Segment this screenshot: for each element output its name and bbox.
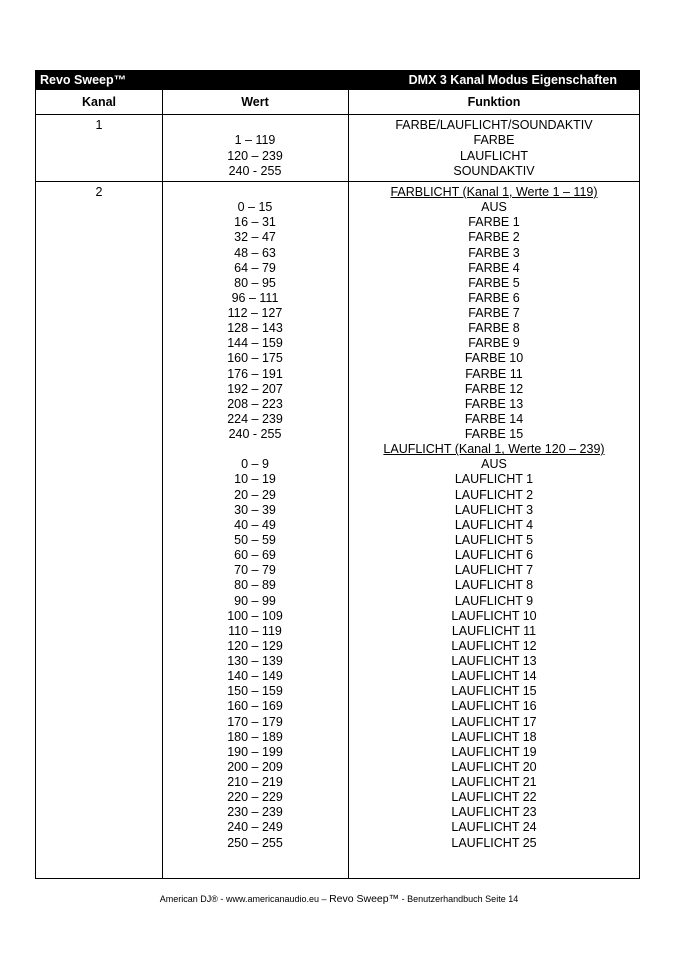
channel-number: 2 — [95, 185, 103, 199]
funktion-value: LAUFLICHT 24 — [451, 820, 537, 835]
wert-value: 60 – 69 — [234, 548, 276, 563]
funktion-value: FARBE 9 — [468, 336, 520, 351]
wert-value: 180 – 189 — [227, 729, 283, 744]
wert-value: 160 – 175 — [227, 351, 283, 366]
wert-value: 150 – 159 — [227, 684, 283, 699]
funktion-value: FARBE 4 — [468, 260, 520, 275]
funktion-value: LAUFLICHT 8 — [454, 578, 534, 593]
wert-value: 64 – 79 — [234, 260, 276, 275]
funktion-value: FARBE 8 — [468, 321, 520, 336]
funktion-value: FARBE 14 — [464, 411, 524, 426]
wert-value: 80 – 89 — [234, 578, 276, 593]
page-footer — [0, 893, 678, 905]
wert-value: 16 – 31 — [234, 215, 276, 230]
funktion-value: FARBE 2 — [468, 230, 520, 245]
mode-title: DMX 3 Kanal Modus Eigenschaften — [408, 73, 617, 87]
header-wert: Wert — [241, 95, 269, 109]
wert-value — [162, 442, 348, 457]
funktion-value: LAUFLICHT 20 — [451, 759, 537, 774]
wert-value: 140 – 149 — [227, 669, 283, 684]
funktion-value: FARBE 10 — [464, 351, 524, 366]
wert-value: 208 – 223 — [227, 396, 283, 411]
funktion-value: LAUFLICHT 4 — [454, 517, 534, 532]
funktion-subheading: FARBLICHT (Kanal 1, Werte 1 – 119) — [390, 185, 598, 199]
wert-value: 48 – 63 — [234, 245, 276, 260]
funktion-value: LAUFLICHT 2 — [454, 487, 534, 502]
footer-product: Revo Sweep™ — [329, 893, 400, 905]
funktion-value: LAUFLICHT 7 — [454, 563, 534, 578]
wert-value: 0 – 9 — [241, 457, 269, 472]
wert-value: 220 – 229 — [227, 790, 283, 805]
funktion-value: FARBE 11 — [465, 366, 523, 381]
table-title-bar — [36, 71, 639, 90]
wert-value: 240 – 249 — [227, 820, 283, 835]
wert-value: 210 – 219 — [227, 775, 283, 790]
wert-value: 128 – 143 — [227, 321, 283, 336]
wert-value: 120 – 239 — [227, 148, 283, 163]
wert-value: 250 – 255 — [227, 835, 283, 850]
wert-value: 10 – 19 — [234, 472, 276, 487]
wert-value: 160 – 169 — [227, 699, 283, 714]
header-funktion: Funktion — [467, 95, 521, 109]
wert-value: 240 - 255 — [228, 427, 282, 442]
funktion-value: SOUNDAKTIV — [453, 163, 535, 178]
wert-value: 90 – 99 — [234, 593, 276, 608]
funktion-value: LAUFLICHT 16 — [451, 699, 537, 714]
funktion-value: FARBE/LAUFLICHT/SOUNDAKTIV — [395, 118, 593, 132]
funktion-value: FARBE 15 — [464, 427, 524, 442]
funktion-value: LAUFLICHT 3 — [454, 502, 534, 517]
channel-number: 1 — [95, 118, 103, 132]
funktion-value: LAUFLICHT 10 — [451, 608, 537, 623]
wert-value — [162, 185, 348, 200]
wert-value: 240 - 255 — [228, 163, 282, 178]
funktion-value: LAUFLICHT 17 — [451, 714, 537, 729]
funktion-value: LAUFLICHT 15 — [451, 684, 537, 699]
wert-value: 120 – 129 — [227, 638, 283, 653]
footer-company: American DJ® - — [159, 894, 224, 904]
wert-value: 96 – 111 — [231, 290, 279, 305]
wert-value: 170 – 179 — [227, 714, 283, 729]
funktion-value: AUS — [481, 457, 507, 472]
funktion-value: FARBE 7 — [468, 306, 520, 321]
funktion-value: LAUFLICHT 14 — [451, 669, 537, 684]
funktion-value: LAUFLICHT 18 — [451, 729, 537, 744]
funktion-value: LAUFLICHT 23 — [451, 805, 537, 820]
table-header-row — [36, 90, 639, 115]
funktion-value: LAUFLICHT 9 — [454, 593, 534, 608]
funktion-value: LAUFLICHT 12 — [451, 638, 537, 653]
funktion-value: AUS — [481, 200, 507, 215]
funktion-value: FARBE 13 — [464, 396, 524, 411]
wert-value: 1 – 119 — [234, 133, 276, 148]
wert-value: 200 – 209 — [227, 759, 283, 774]
funktion-subheading: LAUFLICHT (Kanal 1, Werte 120 – 239) — [383, 442, 605, 457]
channel-2-section — [36, 182, 639, 879]
footer-url: www.americanaudio.eu — [225, 894, 320, 904]
wert-value: 176 – 191 — [227, 366, 283, 381]
funktion-value: FARBE 12 — [464, 381, 524, 396]
wert-value: 50 – 59 — [234, 532, 276, 547]
wert-value: 0 – 15 — [237, 200, 273, 215]
header-kanal: Kanal — [81, 95, 117, 109]
product-title: Revo Sweep™ — [40, 73, 127, 87]
funktion-value: FARBE — [473, 133, 515, 148]
wert-value — [162, 118, 348, 133]
wert-value: 110 – 119 — [228, 623, 282, 638]
wert-value: 112 – 127 — [227, 306, 283, 321]
wert-value: 130 – 139 — [227, 654, 283, 669]
funktion-value: LAUFLICHT — [459, 148, 529, 163]
wert-value: 30 – 39 — [234, 502, 276, 517]
wert-value: 230 – 239 — [227, 805, 283, 820]
funktion-value: FARBE 6 — [468, 290, 520, 305]
wert-value: 190 – 199 — [227, 744, 283, 759]
wert-value: 70 – 79 — [234, 563, 276, 578]
funktion-value: LAUFLICHT 5 — [454, 532, 534, 547]
funktion-value: LAUFLICHT 6 — [454, 548, 534, 563]
funktion-value: LAUFLICHT 22 — [451, 790, 537, 805]
wert-value: 80 – 95 — [234, 275, 276, 290]
footer-page-info: - Benutzerhandbuch Seite 14 — [401, 894, 519, 904]
funktion-value: LAUFLICHT 13 — [451, 654, 537, 669]
wert-value: 100 – 109 — [227, 608, 283, 623]
wert-value: 144 – 159 — [227, 336, 283, 351]
funktion-value: FARBE 5 — [468, 275, 520, 290]
channel-1-section — [36, 115, 639, 182]
funktion-value: LAUFLICHT 11 — [451, 623, 537, 638]
funktion-value: LAUFLICHT 25 — [451, 835, 537, 850]
footer-dash: – — [321, 894, 327, 904]
wert-value: 20 – 29 — [234, 487, 276, 502]
funktion-value: FARBE 1 — [468, 215, 520, 230]
funktion-value: LAUFLICHT 21 — [451, 775, 537, 790]
funktion-value: FARBE 3 — [468, 245, 520, 260]
funktion-value: LAUFLICHT 1 — [454, 472, 534, 487]
funktion-value: LAUFLICHT 19 — [451, 744, 537, 759]
dmx-channel-table — [35, 70, 640, 879]
wert-value: 40 – 49 — [234, 517, 276, 532]
wert-value: 192 – 207 — [227, 381, 283, 396]
wert-value: 32 – 47 — [234, 230, 276, 245]
wert-value: 224 – 239 — [227, 411, 283, 426]
